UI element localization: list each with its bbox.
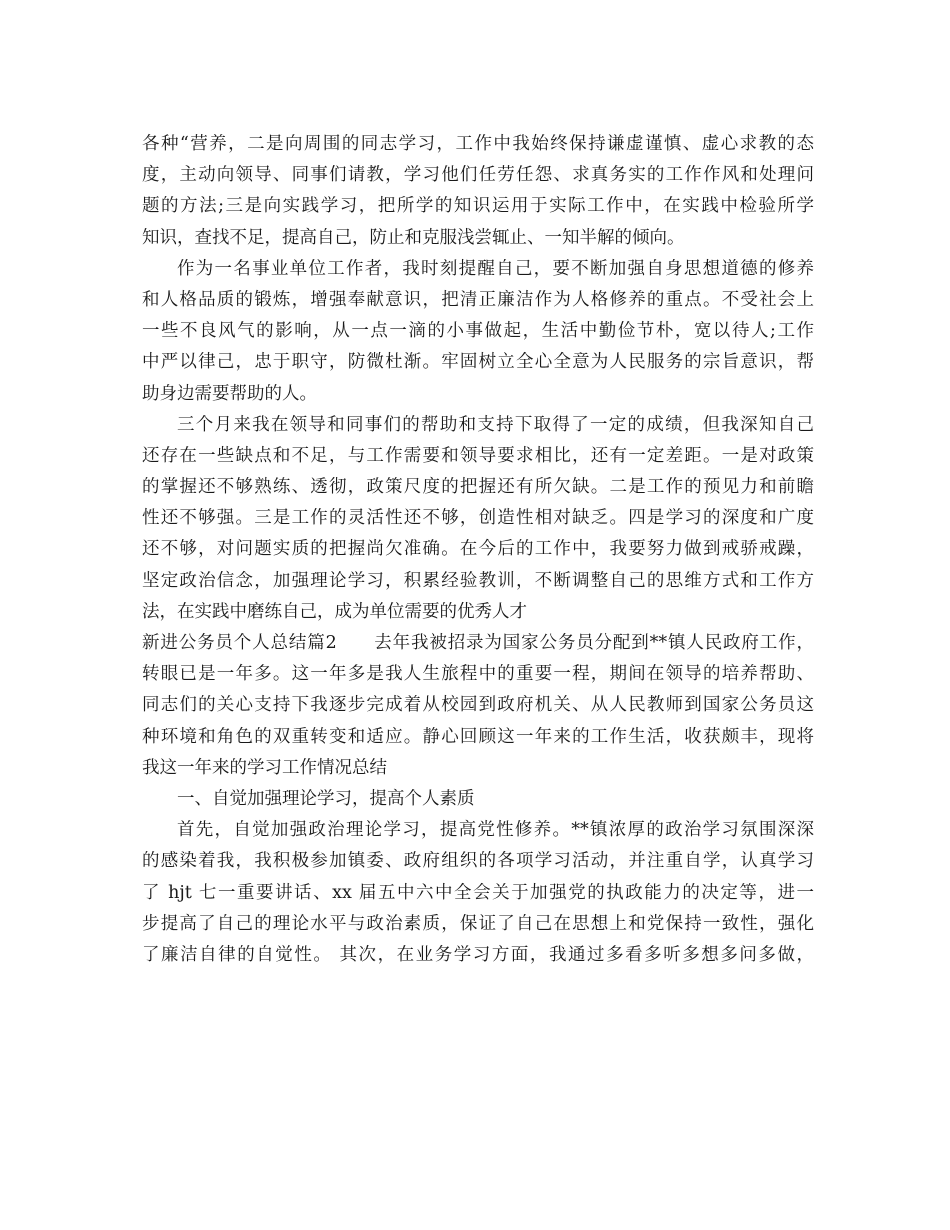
- text-line: 性还不够强。三是工作的灵活性还不够，创造性相对缺乏。四是学习的深度和广度: [142, 508, 814, 529]
- text-line: 作为一名事业单位工作者，我时刻提醒自己，要不断加强自身思想道德的修养: [177, 258, 814, 279]
- text-line: 度，主动向领导、同事们请教，学习他们任劳任怨、求真务实的工作作风和处理问: [142, 165, 814, 186]
- section-heading-theory-study: [142, 784, 814, 815]
- text-line: 的感染着我，我积极参加镇委、政府组织的各项学习活动，并注重自学，认真学习: [142, 851, 814, 872]
- text-line: 我这一年来的学习工作情况总结: [142, 757, 387, 778]
- paragraph-study-methods: [142, 129, 814, 254]
- document-body: [142, 129, 814, 971]
- text-line: 题的方法;三是向实践学习，把所学的知识运用于实际工作中，在实践中检验所学: [142, 196, 814, 217]
- text-line: 的掌握还不够熟练、透彻，政策尺度的把握还有所欠缺。二是工作的预见力和前瞻: [142, 477, 814, 498]
- text-line: 三个月来我在领导和同事们的帮助和支持下取得了一定的成绩，但我深知自己: [177, 414, 814, 435]
- text-line: 中严以律己，忠于职守，防微杜渐。牢固树立全心全意为人民服务的宗旨意识，帮: [142, 352, 814, 373]
- text-line: 步提高了自己的理论水平与政治素质，保证了自己在思想上和党保持一致性，强化: [142, 913, 814, 934]
- text-line: 新进公务员个人总结篇2 去年我被招录为国家公务员分配到**镇人民政府工作，: [142, 633, 814, 653]
- paragraph-article-2-intro: [142, 628, 814, 784]
- text-line: 还不够，对问题实质的把握尚欠准确。在今后的工作中，我要努力做到戒骄戒躁，: [142, 539, 814, 560]
- paragraph-moral-cultivation: [142, 254, 814, 410]
- text-line: 同志们的关心支持下我逐步完成着从校园到政府机关、从人民教师到国家公务员这: [142, 695, 814, 716]
- text-line: 和人格品质的锻炼，增强奉献意识，把清正廉洁作为人格修养的重点。不受社会上: [142, 289, 814, 310]
- paragraph-shortcomings: [142, 410, 814, 628]
- section-heading: 一、自觉加强理论学习，提高个人素质: [177, 788, 475, 809]
- text-line: 首先，自觉加强政治理论学习，提高党性修养。**镇浓厚的政治学习氛围深深: [177, 820, 814, 841]
- text-line: 坚定政治信念，加强理论学习，积累经验教训，不断调整自己的思维方式和工作方: [142, 570, 814, 591]
- text-line: 一些不良风气的影响，从一点一滴的小事做起，生活中勤俭节朴，宽以待人;工作: [142, 321, 814, 342]
- text-line: 还存在一些缺点和不足，与工作需要和领导要求相比，还有一定差距。一是对政策: [142, 445, 814, 466]
- text-line: 转眼已是一年多。这一年多是我人生旅程中的重要一程，期间在领导的培养帮助、: [142, 664, 814, 685]
- paragraph-political-study: [142, 815, 814, 971]
- text-line: 种环境和角色的双重转变和适应。静心回顾这一年来的工作生活，收获颇丰，现将: [142, 726, 814, 747]
- text-line: 法，在实践中磨练自己，成为单位需要的优秀人才: [142, 601, 527, 622]
- text-line: 助身边需要帮助的人。: [142, 383, 317, 404]
- text-line: 各种“营养，二是向周围的同志学习，工作中我始终保持谦虚谨慎、虚心求教的态: [142, 134, 814, 154]
- text-line: 了 hjt 七一重要讲话、xx 届五中六中全会关于加强党的执政能力的决定等，进一: [142, 882, 814, 903]
- text-line: 知识，查找不足，提高自己，防止和克服浅尝辄止、一知半解的倾向。: [142, 227, 685, 248]
- text-line: 了廉洁自律的自觉性。 其次，在业务学习方面，我通过多看多听多想多问多做，: [142, 944, 814, 965]
